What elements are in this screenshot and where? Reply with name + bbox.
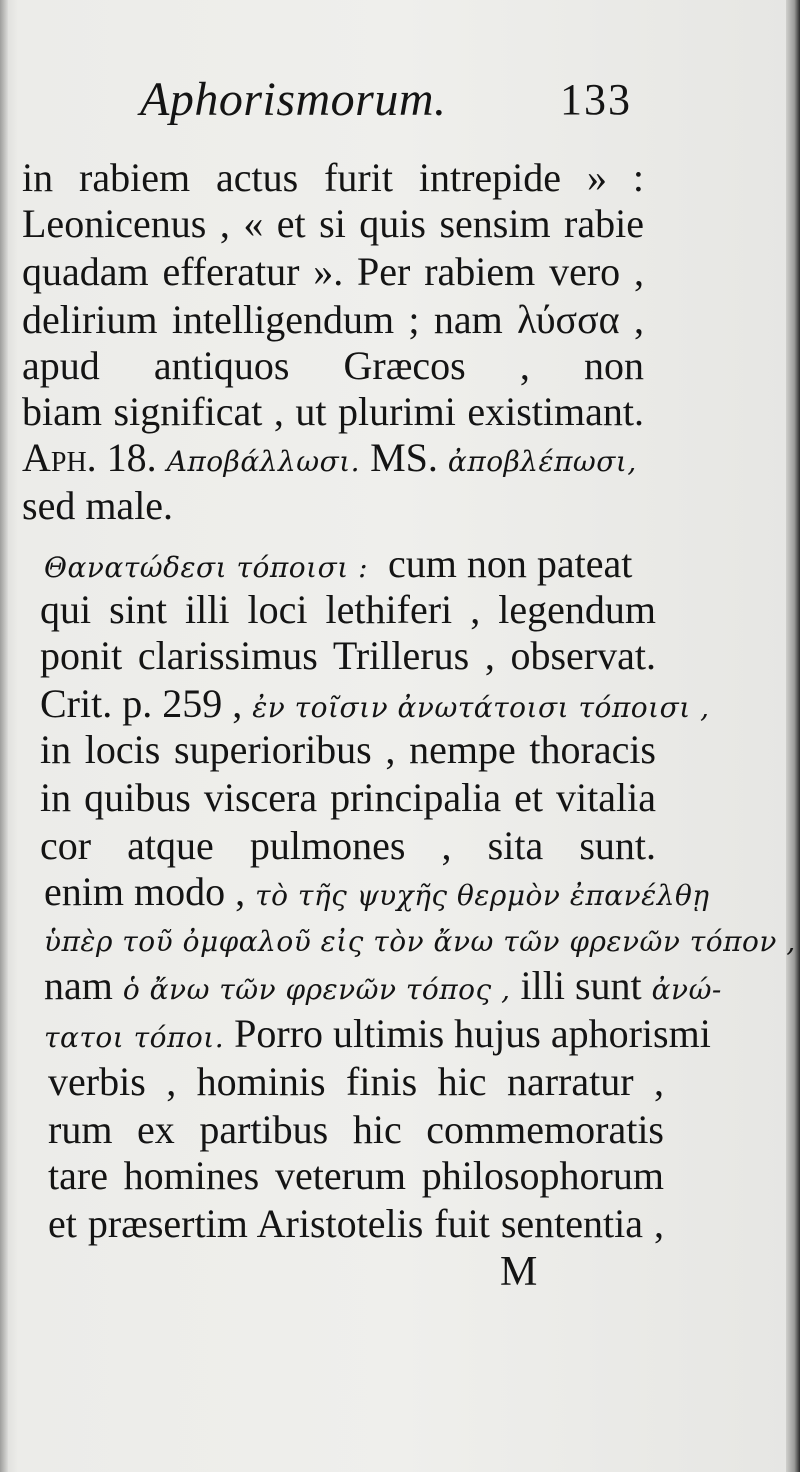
latin-phrase: illi sunt: [520, 963, 642, 1008]
text-line-10: qui sint illi loci lethiferi , legendum: [40, 587, 656, 632]
text-line-6: biam significat , ut plurimi existimant.: [22, 389, 644, 434]
text-line-21: rum ex partibus hic commemoratis: [48, 1107, 664, 1152]
text-line-2: Leonicenus , « et si quis sensim rabie: [22, 201, 644, 246]
page-header: [0, 72, 800, 132]
ms-label: MS.: [370, 435, 438, 480]
text-line-4: delirium intelligendum ; nam λύσσα ,: [22, 297, 644, 342]
text-line-15: cor atque pulmones , sita sunt.: [40, 823, 656, 868]
latin-phrase: enim modo ,: [44, 869, 246, 914]
greek-phrase: Θανατώδεσι τόποισι :: [44, 551, 369, 584]
greek-word: Αποβάλλωσι.: [166, 445, 361, 478]
greek-phrase: ἀνώ-: [651, 973, 722, 1006]
page-edge-shadow: [786, 0, 800, 1472]
text-line-8: sed male.: [22, 483, 174, 528]
greek-phrase: ἐν τοῖσιν ἀνωτάτοισι τόποισι ,: [252, 691, 710, 724]
page-gutter-shadow: [0, 0, 8, 1472]
latin-phrase: Porro ultimis hujus aphorismi: [234, 1011, 711, 1056]
text-line-23: et præsertim Aristotelis fuit sententia ,: [48, 1201, 664, 1246]
greek-word: ἀποβλέπωσι,: [447, 445, 637, 478]
greek-phrase: τὸ τῆς ψυχῆς θερμὸν ἐπανέλθῃ: [255, 879, 710, 912]
greek-phrase: ὁ ἄνω τῶν φρενῶν τόπος ,: [122, 973, 511, 1006]
text-line-22: tare homines veterum philosophorum: [48, 1153, 664, 1198]
latin-phrase: cum non pateat: [388, 541, 633, 586]
page-number: 133: [560, 75, 632, 124]
text-line-1: in rabiem actus furit intrepide » :: [22, 155, 644, 200]
running-title: Aphorismorum.: [140, 73, 447, 126]
text-line-20: verbis , hominis finis hic narratur ,: [48, 1059, 664, 1104]
aph-label: Aph. 18.: [22, 435, 157, 480]
catchword: M: [500, 1249, 538, 1295]
text-line-3: quadam efferatur ». Per rabiem vero ,: [22, 249, 644, 294]
text-line-5: apud antiquos Græcos , non: [22, 343, 644, 388]
text-line-14: in quibus viscera principalia et vitalia: [40, 775, 656, 820]
text-line-13: in locis superioribus , nempe thoracis: [40, 727, 656, 772]
greek-phrase: τατοι τόποι.: [44, 1021, 225, 1054]
text-line-11: ponit clarissimus Trillerus , observat.: [40, 633, 656, 678]
latin-phrase: nam: [44, 963, 113, 1008]
latin-phrase: Crit. p. 259 ,: [40, 681, 243, 726]
greek-phrase: ὑπὲρ τοῦ ὀμφαλοῦ εἰς τὸν ἄνω τῶν φρενῶν τόπον ,: [44, 925, 796, 958]
